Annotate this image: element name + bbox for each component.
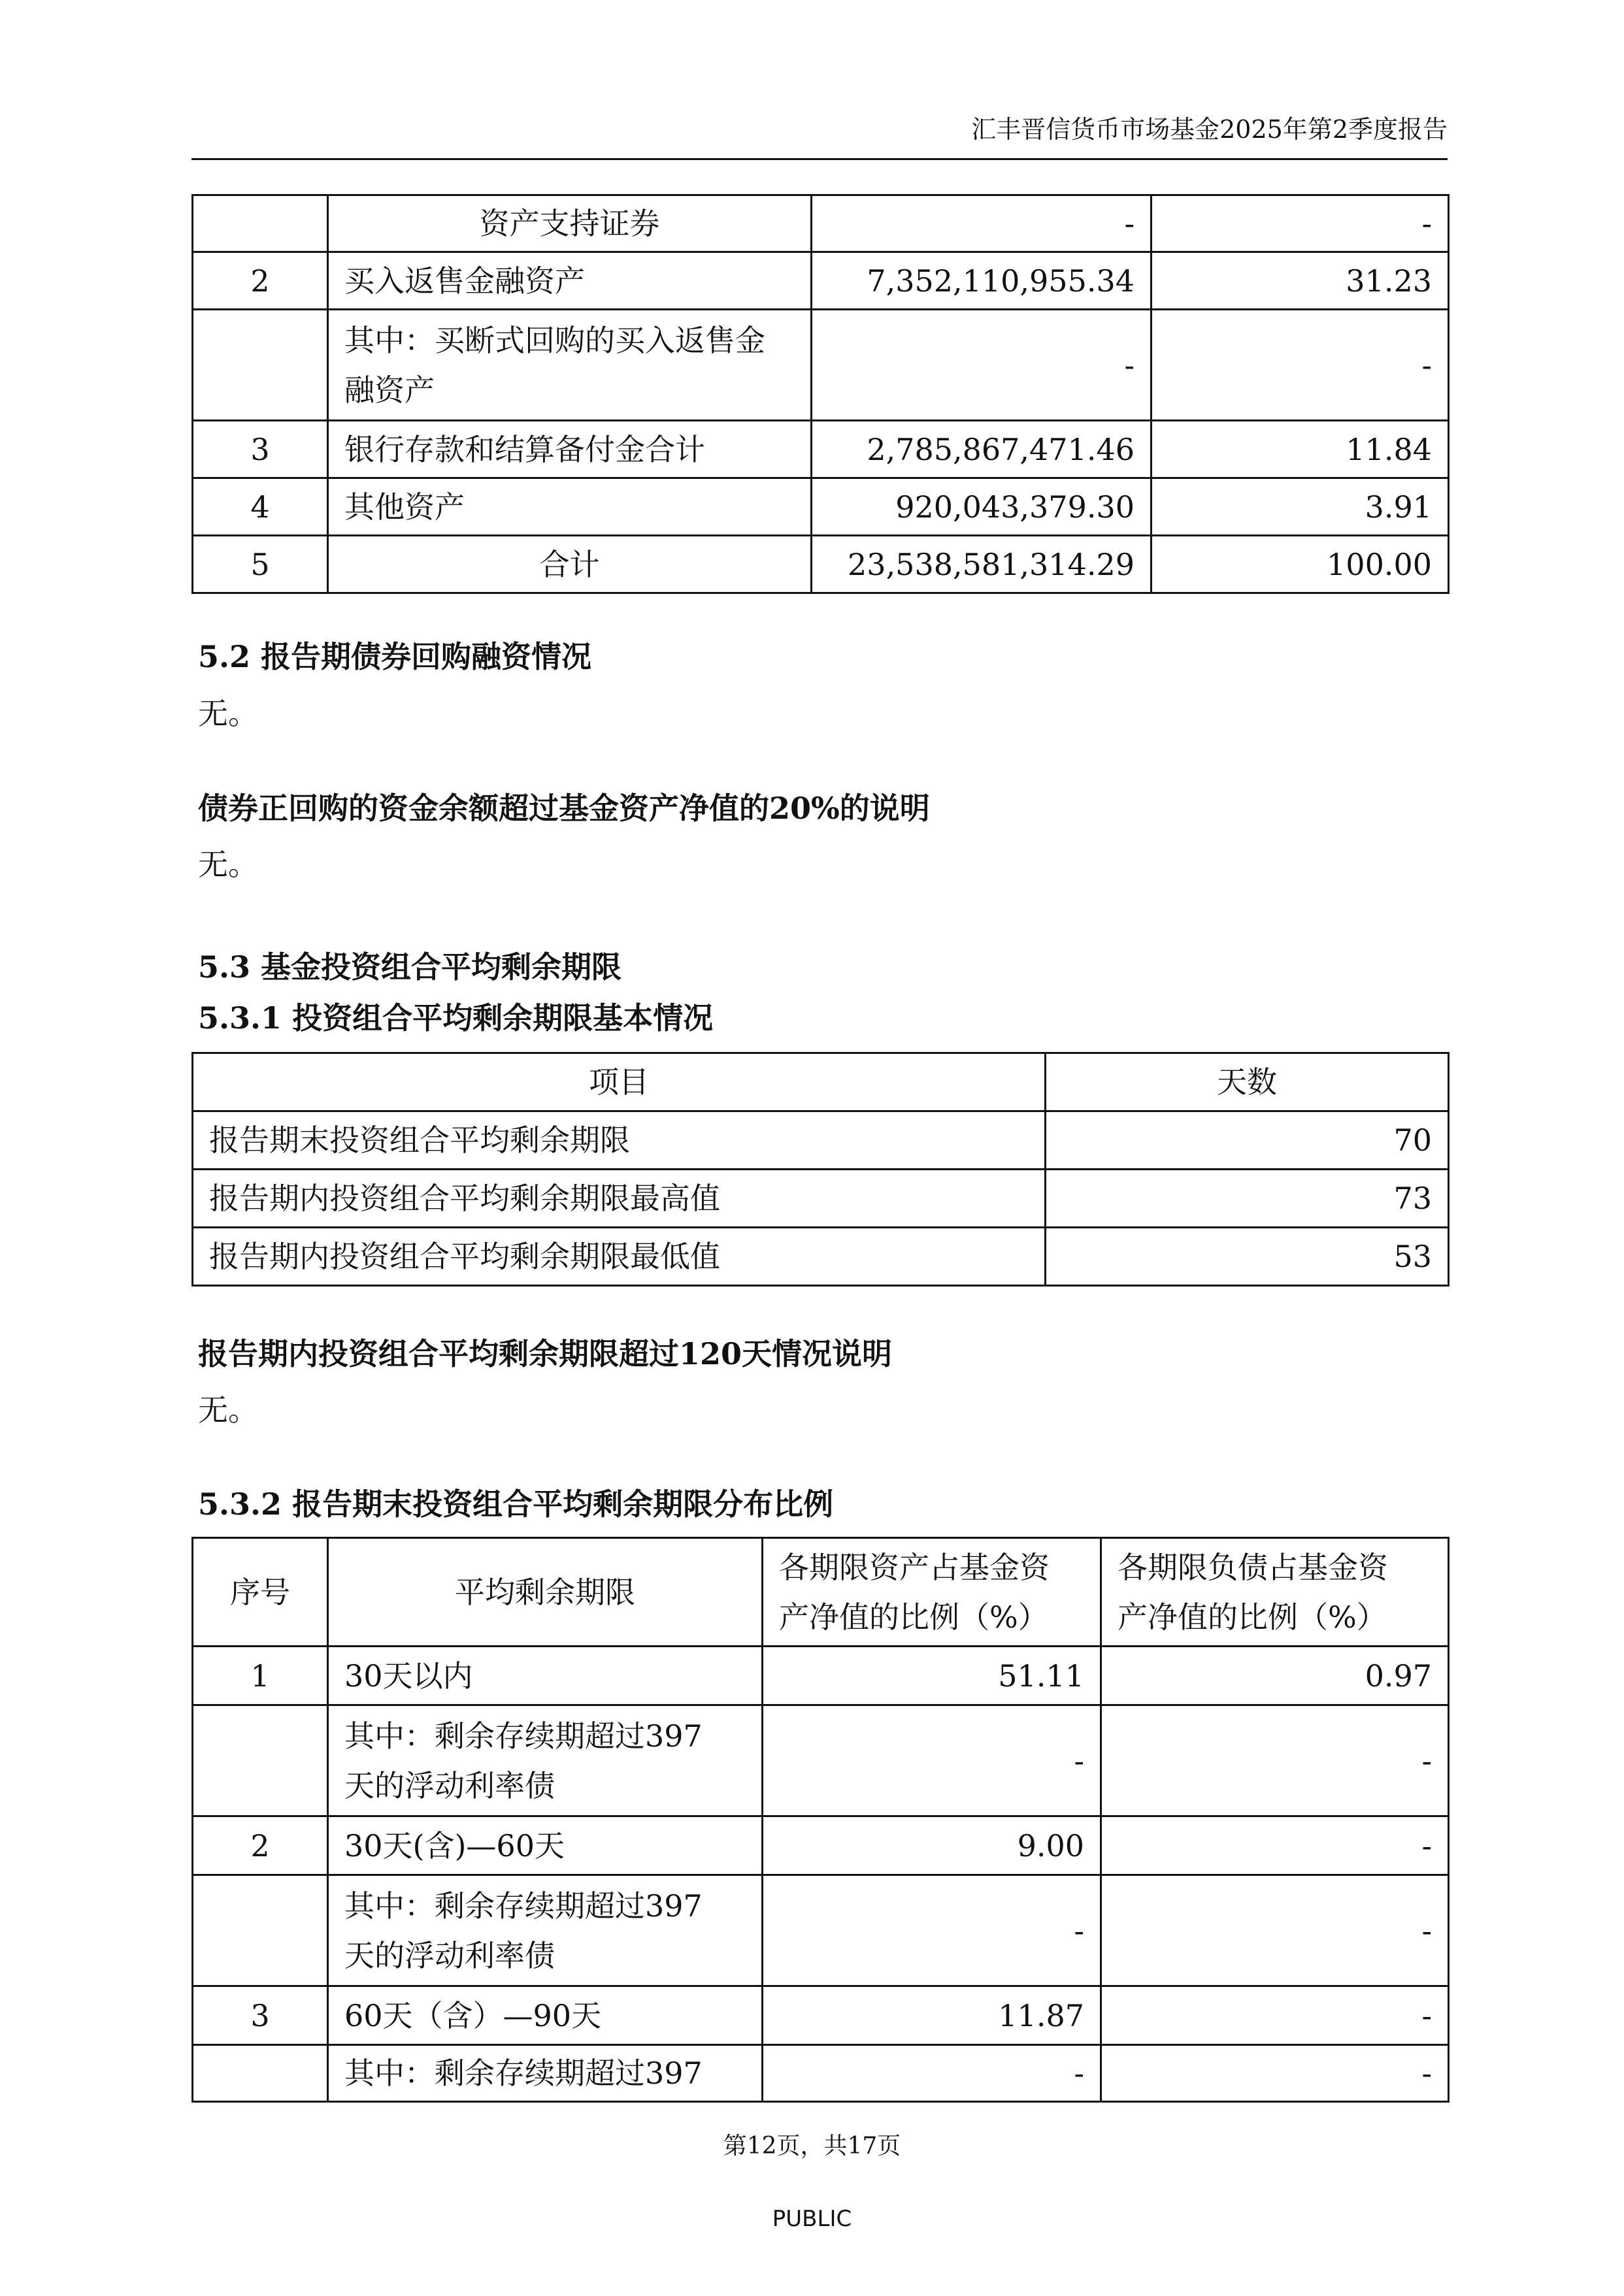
header-line-1: 各期限资产占基金资: [779, 1549, 1050, 1585]
table-row: [193, 1705, 1449, 1816]
section-text: 无。: [198, 847, 258, 882]
row-term: [328, 1705, 763, 1816]
table-row: [193, 1647, 1449, 1705]
row-percent: 3.91: [1152, 478, 1449, 536]
table-row: [193, 1875, 1449, 1986]
row-percent: 100.00: [1152, 536, 1449, 593]
row-term-line-2: 天的浮动利率债: [344, 1937, 555, 1973]
section-text: 无。: [198, 696, 258, 731]
row-liability-ratio: -: [1101, 1986, 1449, 2045]
term-distribution-table: [191, 1537, 1450, 2103]
row-item: 资产支持证券: [328, 195, 812, 252]
header-divider: [191, 158, 1448, 160]
row-percent: 31.23: [1152, 252, 1449, 310]
row-term: 60天（含）—90天: [328, 1986, 763, 2045]
table-header-row: [193, 1538, 1449, 1647]
row-asset-ratio: -: [763, 1875, 1101, 1986]
row-item: 合计: [328, 536, 812, 593]
row-item-line-2: 融资产: [344, 372, 435, 408]
row-term: 其中：剩余存续期超过397: [328, 2045, 763, 2102]
row-item: 银行存款和结算备付金合计: [328, 421, 812, 478]
row-amount: 2,785,867,471.46: [812, 421, 1152, 478]
row-asset-ratio: 51.11: [763, 1647, 1101, 1705]
section-heading-5-3: 5.3 基金投资组合平均剩余期限: [198, 949, 622, 985]
row-liability-ratio: -: [1101, 2045, 1449, 2102]
row-item: 报告期内投资组合平均剩余期限最低值: [193, 1228, 1046, 1286]
table-row: [193, 1228, 1449, 1286]
row-item: 其他资产: [328, 478, 812, 536]
asset-composition-table: [191, 194, 1450, 594]
row-days: 53: [1046, 1228, 1449, 1286]
row-percent: -: [1152, 195, 1449, 252]
row-asset-ratio: 11.87: [763, 1986, 1101, 2045]
average-term-table: [191, 1052, 1450, 1287]
column-header-days: 天数: [1046, 1053, 1449, 1111]
classification-label: PUBLIC: [772, 2206, 852, 2232]
row-percent: 11.84: [1152, 421, 1449, 478]
row-term-line-1: 其中：剩余存续期超过397: [344, 1718, 703, 1754]
row-asset-ratio: -: [763, 1705, 1101, 1816]
row-number: [193, 2045, 328, 2102]
column-header-liability-ratio: [1101, 1538, 1449, 1647]
table-row: [193, 1111, 1449, 1170]
row-item: 报告期内投资组合平均剩余期限最高值: [193, 1170, 1046, 1228]
table-row: [193, 478, 1449, 536]
row-term-line-2: 天的浮动利率债: [344, 1767, 555, 1803]
row-percent: -: [1152, 310, 1449, 421]
row-liability-ratio: 0.97: [1101, 1647, 1449, 1705]
row-item: 买入返售金融资产: [328, 252, 812, 310]
row-term: [328, 1875, 763, 1986]
table-row: [193, 310, 1449, 421]
sub-heading: 报告期内投资组合平均剩余期限超过120天情况说明: [198, 1336, 893, 1371]
row-amount: 7,352,110,955.34: [812, 252, 1152, 310]
section-heading-5-3-2: 5.3.2 报告期末投资组合平均剩余期限分布比例: [198, 1486, 834, 1522]
row-number: [193, 310, 328, 421]
row-item: [328, 310, 812, 421]
row-number: 1: [193, 1647, 328, 1705]
header-line-1: 各期限负债占基金资: [1118, 1549, 1388, 1585]
table-row: [193, 1986, 1449, 2045]
row-number: 4: [193, 478, 328, 536]
header-line-2: 产净值的比例（%）: [1118, 1599, 1387, 1635]
row-number: 3: [193, 1986, 328, 2045]
table-row: [193, 252, 1449, 310]
page-number: 第12页，共17页: [723, 2133, 901, 2159]
table-row: [193, 195, 1449, 252]
table-row: [193, 1816, 1449, 1875]
header-line-2: 产净值的比例（%）: [779, 1599, 1048, 1635]
row-item: 报告期末投资组合平均剩余期限: [193, 1111, 1046, 1170]
row-amount: -: [812, 310, 1152, 421]
column-header-number: 序号: [193, 1538, 328, 1647]
column-header-asset-ratio: [763, 1538, 1101, 1647]
row-term: 30天以内: [328, 1647, 763, 1705]
row-days: 73: [1046, 1170, 1449, 1228]
row-item-line-1: 其中：买断式回购的买入返售金: [344, 322, 765, 358]
row-amount: -: [812, 195, 1152, 252]
row-amount: 23,538,581,314.29: [812, 536, 1152, 593]
column-header-item: 项目: [193, 1053, 1046, 1111]
section-heading-5-3-1: 5.3.1 投资组合平均剩余期限基本情况: [198, 1000, 714, 1036]
row-amount: 920,043,379.30: [812, 478, 1152, 536]
row-number: 3: [193, 421, 328, 478]
row-number: 5: [193, 536, 328, 593]
row-days: 70: [1046, 1111, 1449, 1170]
table-row: [193, 1170, 1449, 1228]
row-liability-ratio: -: [1101, 1705, 1449, 1816]
row-number: 2: [193, 1816, 328, 1875]
row-number: [193, 1875, 328, 1986]
row-asset-ratio: -: [763, 2045, 1101, 2102]
sub-heading: 债券正回购的资金余额超过基金资产净值的20%的说明: [198, 791, 930, 826]
row-number: 2: [193, 252, 328, 310]
row-liability-ratio: -: [1101, 1816, 1449, 1875]
row-asset-ratio: 9.00: [763, 1816, 1101, 1875]
row-number: [193, 1705, 328, 1816]
column-header-term: 平均剩余期限: [328, 1538, 763, 1647]
row-term: 30天(含)—60天: [328, 1816, 763, 1875]
row-term-line-1: 其中：剩余存续期超过397: [344, 1888, 703, 1924]
section-heading-5-2: 5.2 报告期债券回购融资情况: [198, 639, 592, 674]
row-liability-ratio: -: [1101, 1875, 1449, 1986]
table-row: [193, 2045, 1449, 2102]
row-number: [193, 195, 328, 252]
report-header-title: 汇丰晋信货币市场基金2025年第2季度报告: [971, 115, 1448, 144]
section-text: 无。: [198, 1392, 258, 1428]
table-row: [193, 421, 1449, 478]
table-header-row: [193, 1053, 1449, 1111]
table-row-total: [193, 536, 1449, 593]
